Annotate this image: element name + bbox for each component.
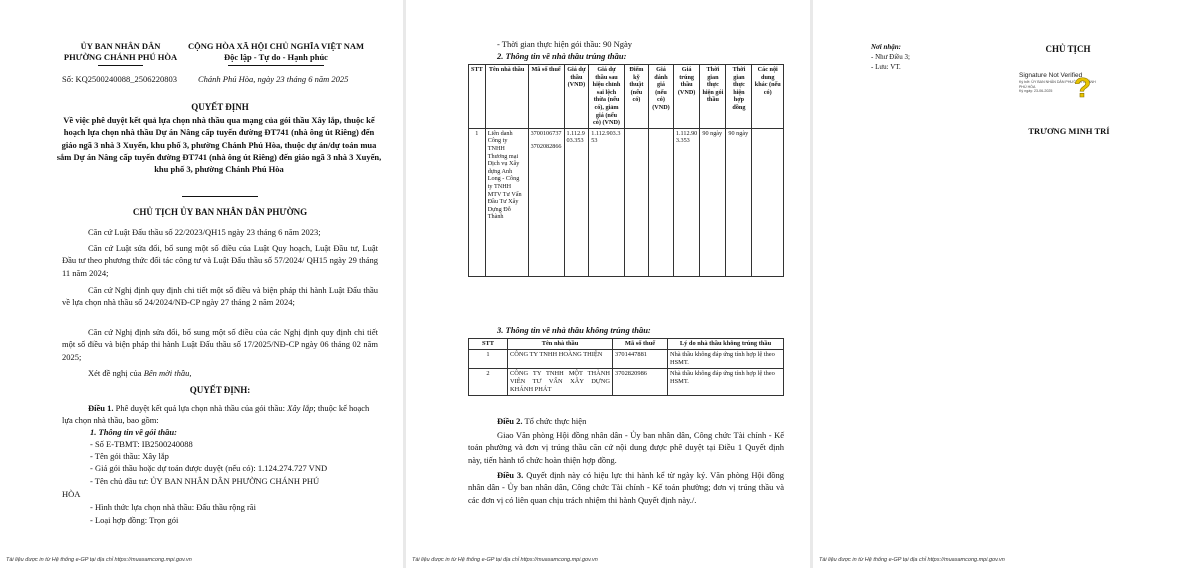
- article3-text: Quyết định này có hiệu lực thi hành kể từ ngày ký. Văn phòng Hội đồng nhân dân - Ủy ban nhân dân, Công chức Tài chính - Kế toán phường; đơn vị trúng thầu và các đơn vị có liên quan chịu trách nhiệm thi hành Quyết định này./.: [468, 470, 785, 505]
- document-page-3: [813, 0, 1200, 568]
- table-row: [469, 369, 784, 396]
- cell-eval: [649, 128, 674, 276]
- cell-stt: 1: [469, 128, 486, 276]
- org-line2: PHƯỜNG CHÁNH PHÚ HÒA: [63, 52, 178, 62]
- nation-header: [176, 41, 376, 63]
- col-header: Thời gian thực hiện gói thầu: [700, 65, 726, 129]
- article2-text: Tổ chức thực hiện: [522, 416, 587, 426]
- col-header: Các nội dung khác (nếu có): [752, 65, 784, 129]
- legal-basis-1: Căn cứ Luật Đấu thầu số 22/2023/QH15 ngày 23 tháng 6 năm 2023;: [88, 227, 321, 237]
- item-etbmt: - Số E-TBMT: IB2500240088: [90, 439, 193, 449]
- cell-name: CÔNG TY TNHH HOÀNG THIỆN: [508, 350, 613, 369]
- col-header: Tên nhà thầu: [485, 65, 528, 129]
- col-header: STT: [469, 65, 486, 129]
- item-package-price: - Giá gói thầu hoặc dự toán được duyệt (nếu có): 1.124.274.727 VND: [90, 463, 328, 473]
- section2-heading: 2. Thông tin về nhà thầu trúng thầu:: [497, 51, 627, 61]
- place-date: Chánh Phú Hòa, ngày 23 tháng 6 năm 2025: [198, 74, 349, 84]
- legal-basis-4: Căn cứ Nghị định sửa đổi, bổ sung một số điều của các Nghị định quy định chi tiết một số điều và biện pháp thi hành Luật Đấu thầu số 17/2025/NĐ-CP ngày 06 tháng 02 năm 2025;: [62, 327, 378, 362]
- cell-reason: Nhà thầu không đáp ứng tính hợp lệ theo HSMT.: [668, 350, 784, 369]
- loser-table-header: [469, 339, 784, 350]
- legal-basis-2: Căn cứ Luật sửa đổi, bổ sung một số điều của Luật Quy hoạch, Luật Đầu tư, Luật Đầu tư theo phương thức đối tác công tư và Luật Đấu thầu số 57/2024/ QH15 ngày 29 tháng 11 năm 2024;: [62, 243, 378, 278]
- signer-name: TRƯƠNG MINH TRÍ: [1028, 126, 1110, 136]
- doc-subject: Về việc phê duyệt kết quả lựa chọn nhà thầu qua mạng của gói thầu Xây lắp, thuộc kế hoạch lựa chọn nhà thầu Dự án Nâng cấp tuyến đường ĐT741 (nhà ông út Riêng) đến giáo ngã 3 nhà 3 Xuyến, khu phố 3, phường Chánh Phú Hòa, thuộc dự án/dự toán mua sắm Dự án Nâng cấp tuyến đường ĐT741 (nhà ông út Riêng) đến giáo ngã 3 nhà 3 Xuyến, khu phố 3, phường Chánh Phú Hòa: [56, 115, 382, 175]
- sig-detail-line: Ký ngày: 23-06-2025: [1019, 89, 1053, 94]
- cell-name: Liên danh Công ty TNHH Thương mại Dịch vụ Xây dựng Anh Long - Công ty TNHH MTV Tư Vấn Đầu Tư Xây Dựng Đỗ Thành: [485, 128, 528, 276]
- package-duration: - Thời gian thực hiện gói thầu: 90 Ngày: [497, 39, 633, 49]
- article2-label: Điều 2.: [497, 416, 523, 426]
- cell-name: CÔNG TY TNHH MỘT THÀNH VIÊN TƯ VẤN XÂY DỰNG KHÁNH PHÁT: [508, 369, 613, 396]
- col-header: Giá đánh giá (nếu có) (VND): [649, 65, 674, 129]
- item-package-name: - Tên gói thầu: Xây lắp: [90, 451, 169, 461]
- article1-package: Xây lắp: [287, 403, 314, 413]
- article2-body: Giao Văn phòng Hội đồng nhân dân - Ủy ban nhân dân, Công chức Tài chính - Kế toán phường và đơn vị trúng thầu căn cứ nội dung được phê duyệt tại Điều 1 Quyết định này, tiến hành tổ chức hoàn thiện hợp đồng.: [468, 430, 784, 465]
- col-header: Giá trúng thầu (VND): [673, 65, 700, 129]
- subject-underline: [182, 196, 258, 197]
- org-header: [58, 41, 183, 63]
- cell-tax: 3702820986: [613, 369, 668, 396]
- org-underline: [98, 65, 143, 66]
- article1: [62, 402, 378, 427]
- section3-heading: 3. Thông tin về nhà thầu không trúng thầu:: [497, 325, 651, 335]
- nation-line2: Độc lập - Tự do - Hạnh phúc: [224, 52, 328, 62]
- winner-table-header: [469, 65, 784, 129]
- cell-stt: 1: [469, 350, 508, 369]
- cell-tech: [624, 128, 648, 276]
- authority-heading: CHỦ TỊCH ỦY BAN NHÂN DÂN PHƯỜNG: [132, 207, 308, 217]
- cell-award: 1.112.903.353: [673, 128, 700, 276]
- page1-footer: Tài liệu được in từ Hệ thống e-GP tại địa chỉ https://muasamcong.mpi.gov.vn: [6, 557, 192, 563]
- cell-other: [752, 128, 784, 276]
- signer-title: CHỦ TỊCH: [1045, 44, 1091, 54]
- col-header: Điểm kỹ thuật (nếu có): [624, 65, 648, 129]
- document-page-2: [406, 0, 810, 568]
- col-header: Giá dự thầu (VND): [564, 65, 589, 129]
- document-page-1: [0, 0, 403, 568]
- table-row: [469, 350, 784, 369]
- article3: [468, 469, 784, 506]
- digital-signature-block: [1019, 72, 1129, 112]
- cell-tax-1: 3700106737: [530, 129, 562, 137]
- recipient-1: - Như Điều 3;: [871, 53, 910, 61]
- item-method: - Hình thức lựa chọn nhà thầu: Đấu thầu rộng rãi: [90, 502, 256, 512]
- signature-status: Signature Not Verified: [1019, 72, 1083, 79]
- col-header: Giá dự thầu sau hiệu chỉnh sai lệch thừa (nếu có), giảm giá (nếu có) (VND): [589, 65, 624, 129]
- recipient-2: - Lưu: VT.: [871, 63, 901, 71]
- cell-reason: Nhà thầu không đáp ứng tính hợp lệ theo HSMT.: [668, 369, 784, 396]
- col-header: Mã số thuế: [613, 339, 668, 350]
- article3-label: Điều 3.: [497, 470, 524, 480]
- cell-stt: 2: [469, 369, 508, 396]
- article1-tail: ; thuộc kế hoạch lựa chọn nhà thầu, bao gồm:: [62, 403, 370, 426]
- nation-line1: CỘNG HÒA XÃ HỘI CHỦ NGHĨA VIỆT NAM: [187, 41, 365, 51]
- col-header: Thời gian thực hiện hợp đồng: [726, 65, 752, 129]
- page2-footer: Tài liệu được in từ Hệ thống e-GP tại địa chỉ https://muasamcong.mpi.gov.vn: [412, 557, 598, 563]
- cell-adjusted: 1.112.903.353: [589, 128, 624, 276]
- cell-tax: 3701447881: [613, 350, 668, 369]
- question-mark-icon: [1073, 72, 1093, 102]
- sig-detail-line: Ký bởi: ỦY BAN NHÂN DÂN PHƯỜNG CHÁNH: [1019, 80, 1096, 84]
- proposal-party: Bên mời thầu: [143, 368, 190, 378]
- org-line1: ỦY BAN NHÂN DÂN: [80, 41, 161, 51]
- recipients-label: Nơi nhận:: [871, 43, 902, 51]
- article2-heading: [497, 416, 586, 427]
- decide-heading: QUYẾT ĐỊNH:: [189, 385, 251, 395]
- col-header: Lý do nhà thầu không trúng thầu: [668, 339, 784, 350]
- item-owner: - Tên chủ đầu tư: ỦY BAN NHÂN DÂN PHƯỜNG CHÁNH PHÚ: [90, 476, 320, 486]
- col-header: Tên nhà thầu: [508, 339, 613, 350]
- page3-footer: Tài liệu được in từ Hệ thống e-GP tại địa chỉ https://muasamcong.mpi.gov.vn: [819, 557, 1005, 563]
- table-row: [469, 128, 784, 276]
- cell-tax: [528, 128, 564, 276]
- nation-underline: [228, 65, 324, 66]
- doc-number: Số: KQ2500240088_2506220803: [62, 74, 177, 84]
- winner-table: [468, 64, 784, 277]
- item-owner-cont: HÒA: [62, 489, 81, 499]
- svg-text:?: ?: [1074, 72, 1092, 102]
- article1-text: Phê duyệt kết quả lựa chọn nhà thầu của gói thầu:: [113, 403, 288, 413]
- proposal-line: Xét đề nghị của Bên mời thầu,: [88, 368, 192, 378]
- item-contract-type: - Loại hợp đồng: Trọn gói: [90, 515, 179, 525]
- cell-pkg-time: 90 ngày: [700, 128, 726, 276]
- cell-contract-time: 90 ngày: [726, 128, 752, 276]
- cell-tax-2: 3702082866: [530, 143, 562, 151]
- doc-title: QUYẾT ĐỊNH: [191, 102, 249, 112]
- cell-bid: 1.112.903.353: [564, 128, 589, 276]
- loser-table: [468, 338, 784, 396]
- col-header: Mã số thuế: [528, 65, 564, 129]
- col-header: STT: [469, 339, 508, 350]
- legal-basis-3: Căn cứ Nghị định quy định chi tiết một số điều và biện pháp thi hành Luật Đấu thầu về lựa chọn nhà thầu số 24/2024/NĐ-CP ngày 27 tháng 2 năm 2024;: [62, 285, 378, 308]
- section1-heading: 1. Thông tin về gói thầu:: [90, 427, 177, 437]
- sig-detail-line: PHÚ HÒA: [1019, 84, 1036, 89]
- article1-label: Điều 1.: [88, 403, 114, 413]
- proposal-prefix: Xét đề nghị của: [88, 368, 144, 378]
